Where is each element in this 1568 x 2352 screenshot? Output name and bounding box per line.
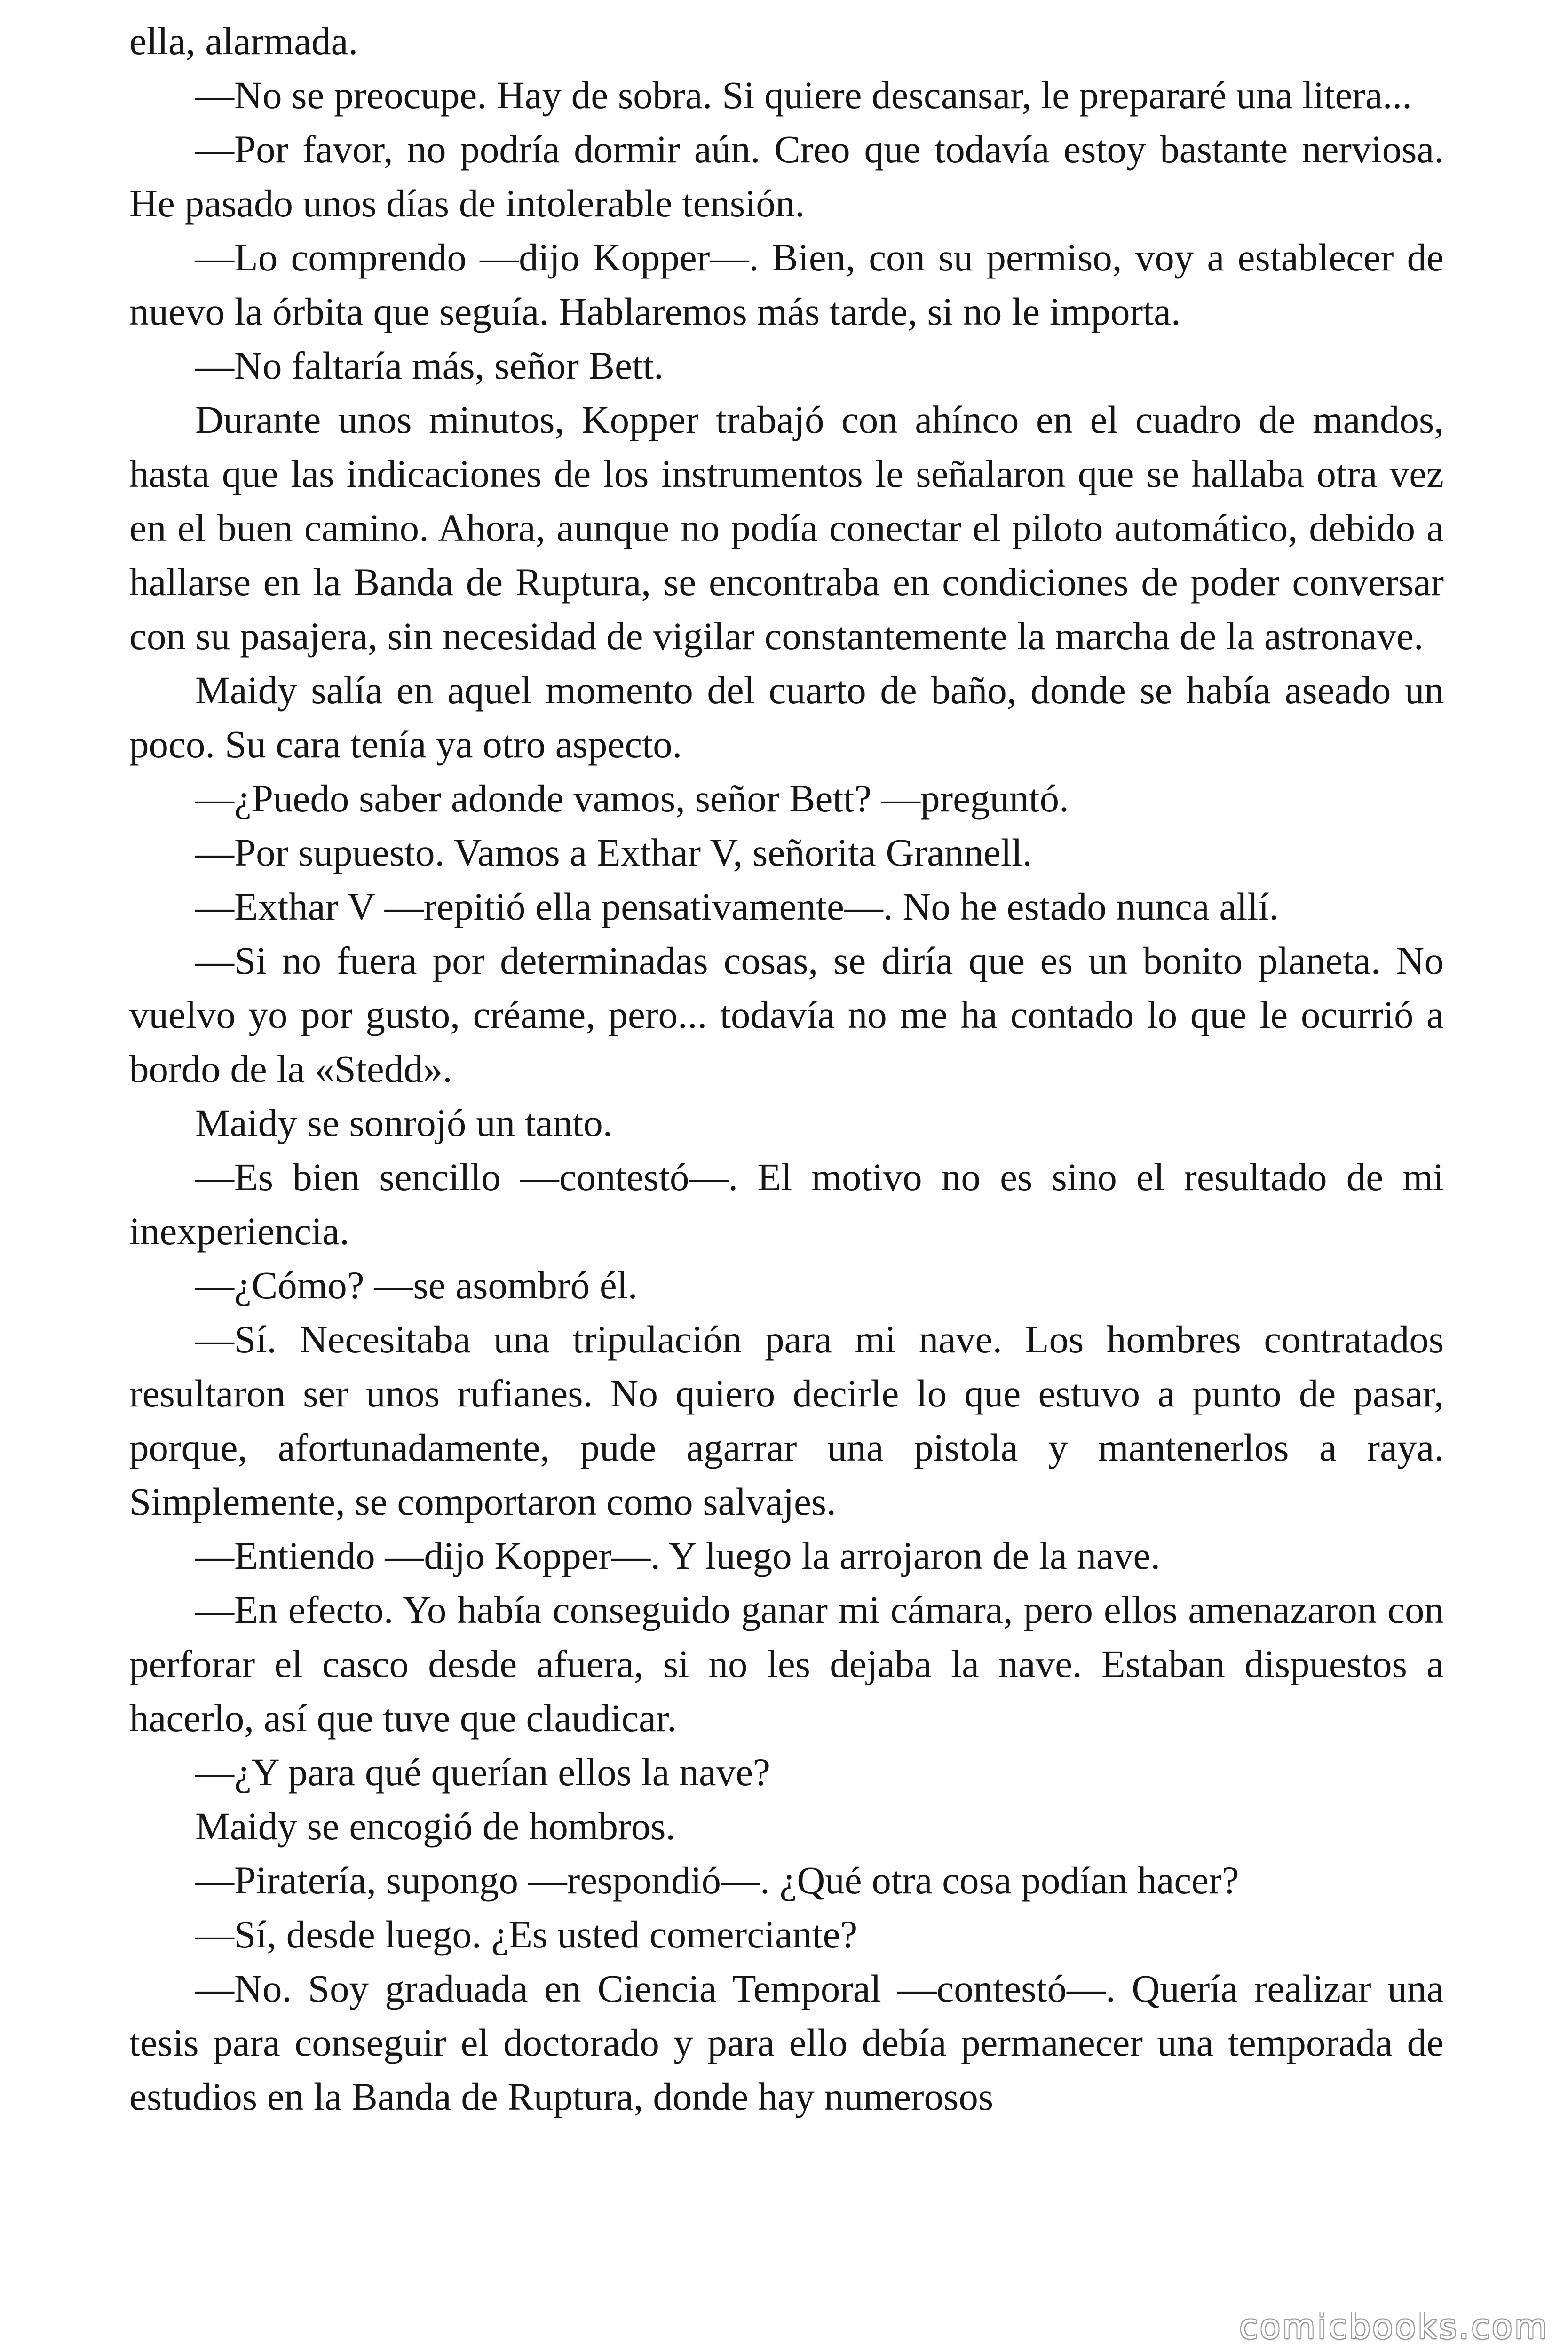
paragraph: —¿Puedo saber adonde vamos, señor Bett? —preguntó.	[195, 777, 1069, 820]
body-text	[129, 14, 1444, 2124]
paragraph: Maidy se encogió de hombros.	[195, 1804, 676, 1848]
paragraph: —Es bien sencillo —contestó—. El motivo no es sino el resultado de mi inexperiencia.	[129, 1155, 1444, 1253]
paragraph: —Por supuesto. Vamos a Exthar V, señorita Grannell.	[195, 831, 1032, 874]
paragraph: —No se preocupe. Hay de sobra. Si quiere descansar, le prepararé una litera...	[195, 73, 1412, 117]
paragraph: —No. Soy graduada en Ciencia Temporal —contestó—. Quería realizar una tesis para conseguir el doctorado y para ello debía permanecer una temporada de estudios en la Banda de Ruptura, donde hay numerosos	[129, 1967, 1444, 2118]
paragraph: ella, alarmada.	[129, 19, 358, 63]
paragraph: —Piratería, supongo —respondió—. ¿Qué otra cosa podían hacer?	[195, 1859, 1239, 1902]
paragraph: —Lo comprendo —dijo Kopper—. Bien, con su permiso, voy a establecer de nuevo la órbita que seguía. Hablaremos más tarde, si no le importa.	[129, 236, 1444, 333]
paragraph: —Si no fuera por determinadas cosas, se diría que es un bonito planeta. No vuelvo yo por gusto, créame, pero... todavía no me ha contado lo que le ocurrió a bordo de la «Stedd».	[129, 939, 1444, 1090]
paragraph: —Exthar V —repitió ella pensativamente—. No he estado nunca allí.	[195, 885, 1279, 928]
paragraph: —No faltaría más, señor Bett.	[195, 344, 664, 387]
paragraph: Durante unos minutos, Kopper trabajó con ahínco en el cuadro de mandos, hasta que las indicaciones de los instrumentos le señalaron que se hallaba otra vez en el buen camino. Ahora, aunque no podía conectar el piloto automático, debido a hallarse en la Banda de Ruptura, se encontraba en condiciones de poder conversar con su pasajera, sin necesidad de vigilar constantemente la marcha de la astronave.	[129, 398, 1444, 658]
paragraph: —Por favor, no podría dormir aún. Creo que todavía estoy bastante nerviosa. He pasado unos días de intolerable tensión.	[129, 127, 1444, 225]
paragraph: Maidy se sonrojó un tanto.	[195, 1101, 613, 1144]
paragraph: Maidy salía en aquel momento del cuarto de baño, donde se había aseado un poco. Su cara tenía ya otro aspecto.	[129, 668, 1444, 766]
paragraph: —Sí, desde luego. ¿Es usted comerciante?	[195, 1913, 858, 1956]
watermark: comicbooks.com	[1239, 2307, 1549, 2346]
paragraph: —En efecto. Yo había conseguido ganar mi cámara, pero ellos amenazaron con perforar el casco desde afuera, si no les dejaba la nave. Estaban dispuestos a hacerlo, así que tuve que claudicar.	[129, 1588, 1444, 1740]
paragraph: —¿Y para qué querían ellos la nave?	[195, 1750, 770, 1794]
paragraph: —Entiendo —dijo Kopper—. Y luego la arrojaron de la nave.	[195, 1534, 1161, 1577]
paragraph: —Sí. Necesitaba una tripulación para mi nave. Los hombres contratados resultaron ser unos rufianes. No quiero decirle lo que estuvo a punto de pasar, porque, afortunadamente, pude agarrar una pistola y mantenerlos a raya. Simplemente, se comportaron como salvajes.	[129, 1318, 1444, 1523]
paragraph: —¿Cómo? —se asombró él.	[195, 1263, 638, 1307]
